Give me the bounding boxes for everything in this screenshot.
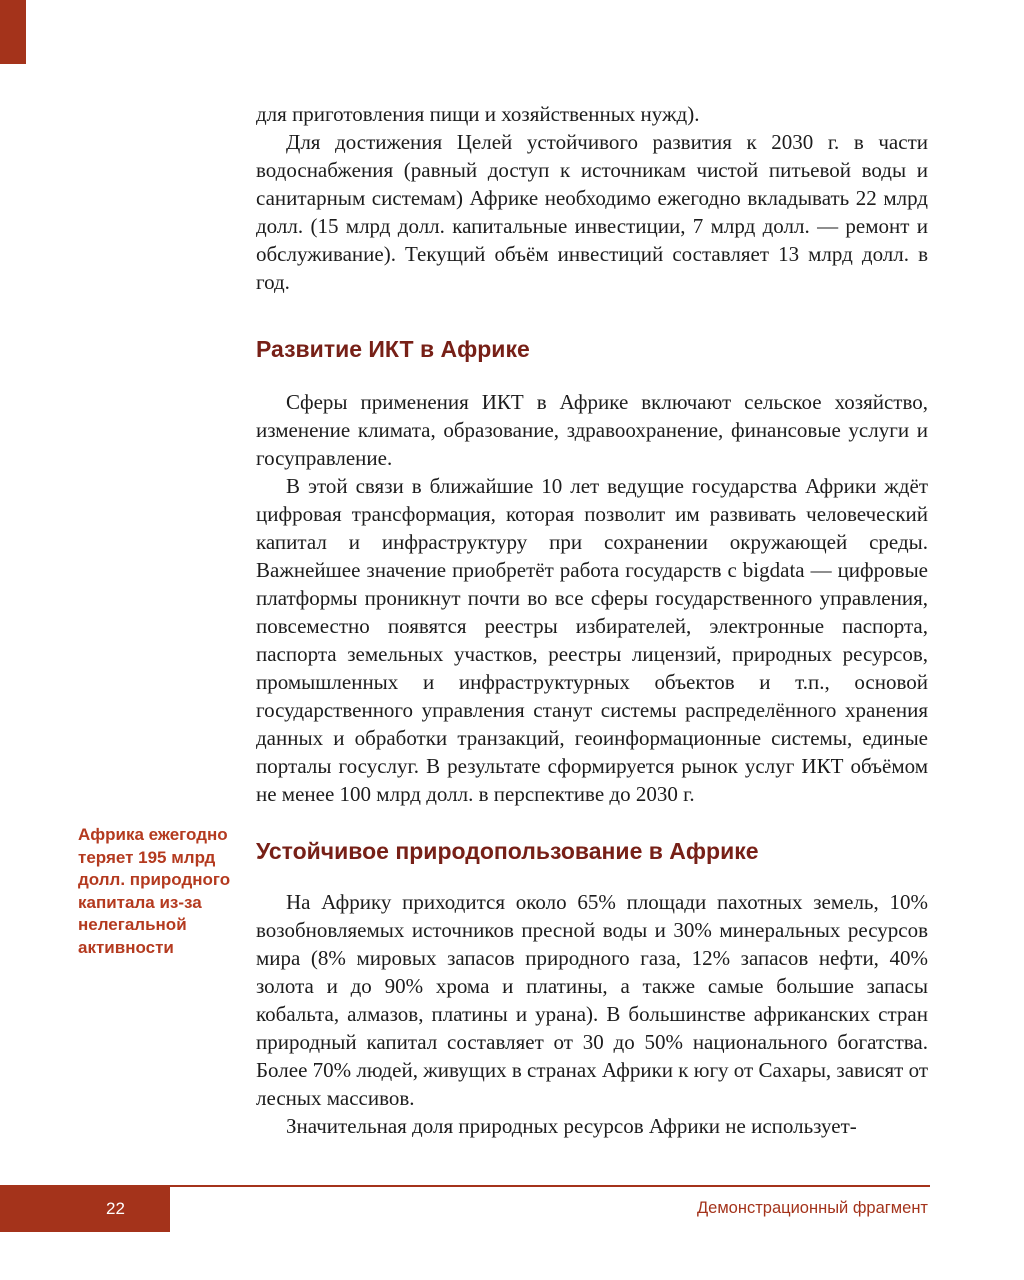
page-number: 22 xyxy=(106,1199,125,1218)
body-paragraph-nature-last-line: Значительная доля природных ресурсов Африки не использует- xyxy=(286,1114,857,1138)
footer-label: Демонстрационный фрагмент xyxy=(696,1199,928,1217)
body-paragraph-continuation: для приготовления пищи и хозяйственных нужд). xyxy=(256,102,700,126)
margin-note: Африка ежегодно теряет 195 млрд долл. природного капитала из-за нелегальной активности xyxy=(78,825,231,957)
body-paragraph-ikt-spheres: Сферы применения ИКТ в Африке включают сельское хозяйство, изменение климата, образование, здравоохранение, финансовые услуги и госуправление. xyxy=(256,390,928,470)
page-number-block xyxy=(0,1185,170,1232)
corner-accent-block xyxy=(0,0,26,64)
section-heading-ikt: Развитие ИКТ в Африке xyxy=(256,336,530,362)
body-paragraph-ikt-transformation: В этой связи в ближайшие 10 лет ведущие государства Африки ждёт цифровая трансформация, которая позволит им развивать человеческий капитал и инфраструктуру при сохранении окружающей среды. Важнейшее значение приобретёт работа государств с bigdata — цифровые платформы проникнут почти во все сферы государственного управления, повсеместно появятся реестры избирателей, электронные паспорта, паспорта земельных участков, реестры лицензий, природных ресурсов, промышленных и инфраструктурных объектов и т.п., основой государственного управления станут системы распределённого хранения данных и обработки транзакций, геоинформационные системы, единые порталы госуслуг. В результате сформируется рынок услуг ИКТ объёмом не менее 100 млрд долл. в перспективе до 2030 г. xyxy=(256,474,928,806)
section-heading-nature: Устойчивое природопользование в Африке xyxy=(256,838,759,864)
main-text-column xyxy=(256,0,928,1140)
body-paragraph-water-investment: Для достижения Целей устойчивого развития к 2030 г. в части водоснабжения (равный доступ к источникам чистой питьевой воды и санитарным системам) Африке необходимо ежегодно вкладывать 22 млрд долл. (15 млрд долл. капитальные инвестиции, 7 млрд долл. — ремонт и обслуживание). Текущий объём инвестиций составляет 13 млрд долл. в год. xyxy=(256,130,928,294)
body-paragraph-nature-resources: На Африку приходится около 65% площади пахотных земель, 10% возобновляемых источников пресной воды и 30% минеральных ресурсов мира (8% мировых запасов природного газа, 12% запасов нефти, 40% золота и до 90% хрома и платины, а также самые большие запасы кобальта, алмазов, платины и урана). В большинстве африканских стран природный капитал составляет от 30 до 50% национального богатства. Более 70% людей, живущих в странах Африки к югу от Сахары, зависят от лесных массивов. xyxy=(256,890,929,1110)
